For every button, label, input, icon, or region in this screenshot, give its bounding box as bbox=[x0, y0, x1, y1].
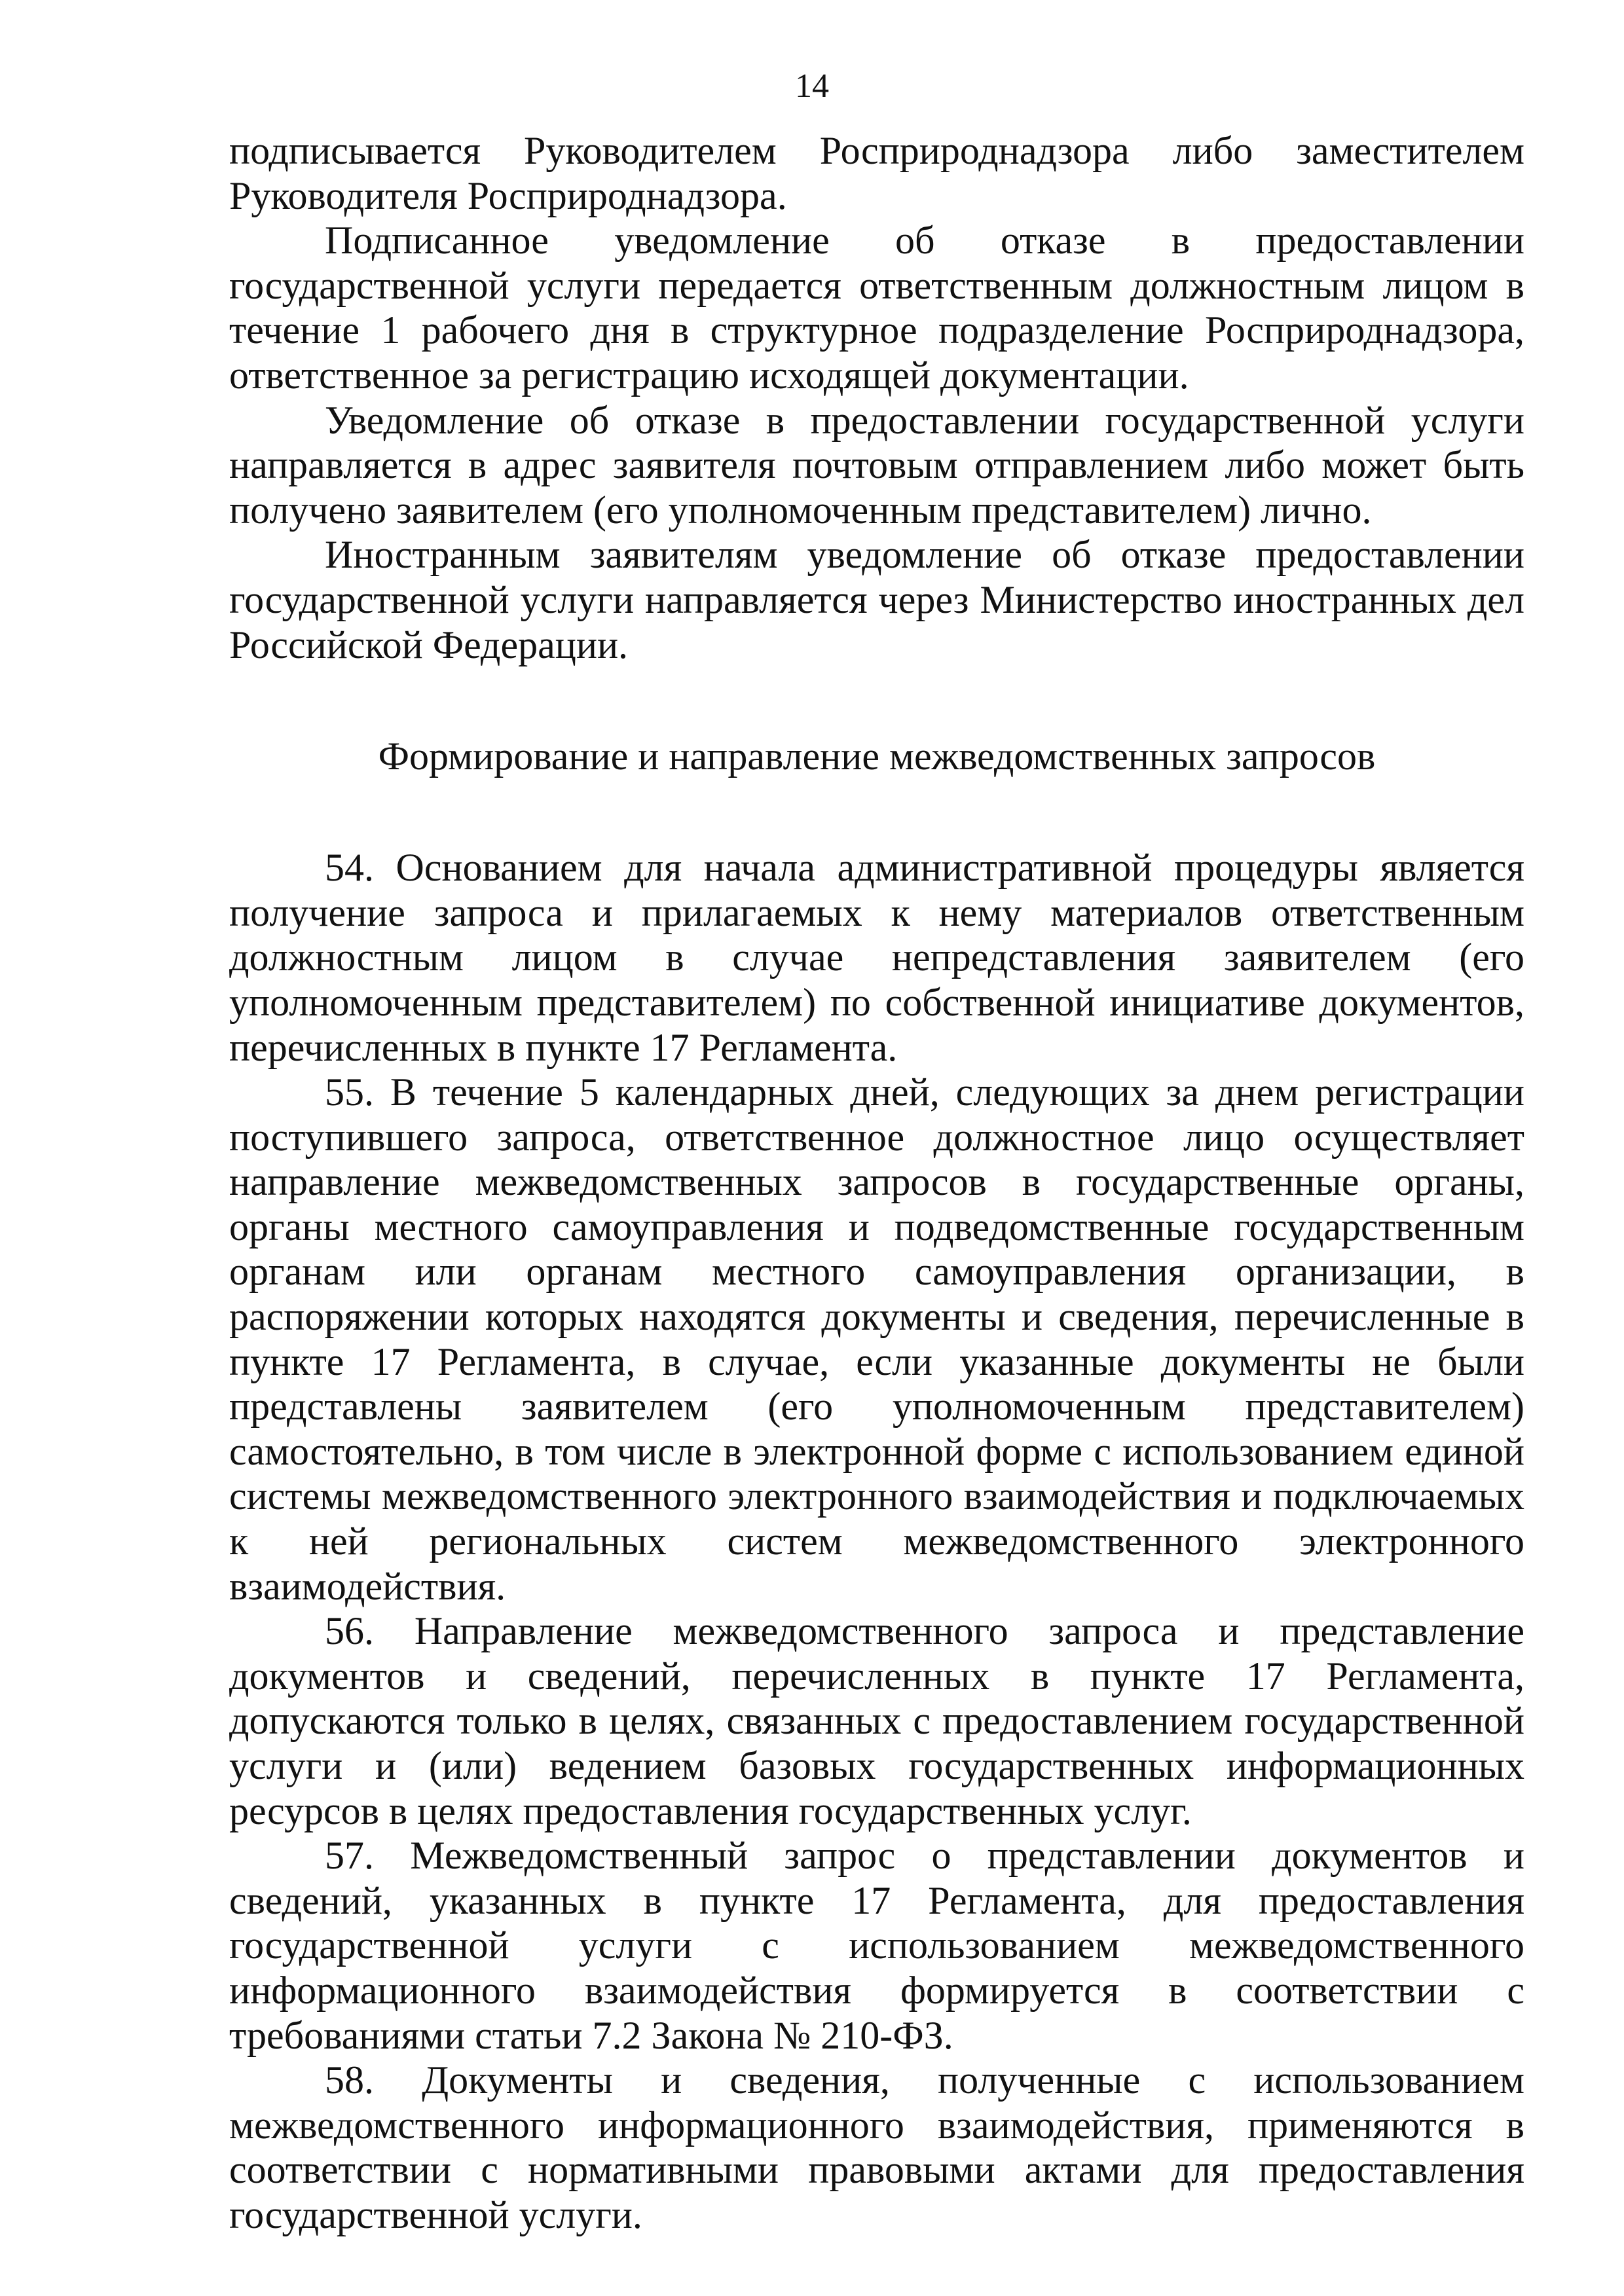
paragraph-item-55: 55. В течение 5 календарных дней, следующих за днем регистрации поступившего запроса, ответственное должностное лицо осуществляет направление межведомственных запросов в государственные органы, органы местного самоуправления и подведомственные государственным органам или органам местного самоуправления организации, в распоряжении которых находятся документы и сведения, перечисленные в пункте 17 Регламента, в случае, если указанные документы не были представлены заявителем (его уполномоченным представителем) самостоятельно, в том числе в электронной форме с использованием единой системы межведомственного электронного взаимодействия и подключаемых к ней региональных систем межведомственного электронного взаимодействия. bbox=[229, 1070, 1524, 1608]
paragraph-foreign-applicants: Иностранным заявителям уведомление об отказе предоставлении государственной услуги направляется через Министерство иностранных дел Российской Федерации. bbox=[229, 533, 1524, 666]
paragraph-notice-delivery: Уведомление об отказе в предоставлении государственной услуги направляется в адрес заявителя почтовым отправлением либо может быть получено заявителем (его уполномоченным представителем) лично. bbox=[229, 398, 1524, 532]
paragraph-continuation: подписывается Руководителем Росприроднадзора либо заместителем Руководителя Росприроднадзора. bbox=[229, 129, 1524, 217]
paragraph-item-56: 56. Направление межведомственного запроса и представление документов и сведений, перечисленных в пункте 17 Регламента, допускаются только в целях, связанных с предоставлением государственной услуги и (или) ведением базовых государственных информационных ресурсов в целях предоставления государственных услуг. bbox=[229, 1609, 1524, 1832]
page-number: 14 bbox=[795, 67, 829, 105]
section-heading: Формирование и направление межведомственных запросов bbox=[378, 735, 1376, 778]
paragraph-item-57: 57. Межведомственный запрос о представлении документов и сведений, указанных в пункте 17 Регламента, для предоставления государственной услуги с использованием межведомственного информационного взаимодействия формируется в соответствии с требованиями статьи 7.2 Закона № 210-ФЗ. bbox=[229, 1834, 1524, 2057]
paragraph-item-58: 58. Документы и сведения, полученные с использованием межведомственного информационного взаимодействия, применяются в соответствии с нормативными правовыми актами для предоставления государственной услуги. bbox=[229, 2058, 1524, 2236]
document-body bbox=[229, 128, 1524, 2238]
paragraph-item-54: 54. Основанием для начала административной процедуры является получение запроса и прилагаемых к нему материалов ответственным должностным лицом в случае непредставления заявителем (его уполномоченным представителем) по собственной инициативе документов, перечисленных в пункте 17 Регламента. bbox=[229, 846, 1524, 1069]
paragraph-signed-notice: Подписанное уведомление об отказе в предоставлении государственной услуги передается ответственным должностным лицом в течение 1 рабочего дня в структурное подразделение Росприроднадзора, ответственное за регистрацию исходящей документации. bbox=[229, 219, 1524, 397]
